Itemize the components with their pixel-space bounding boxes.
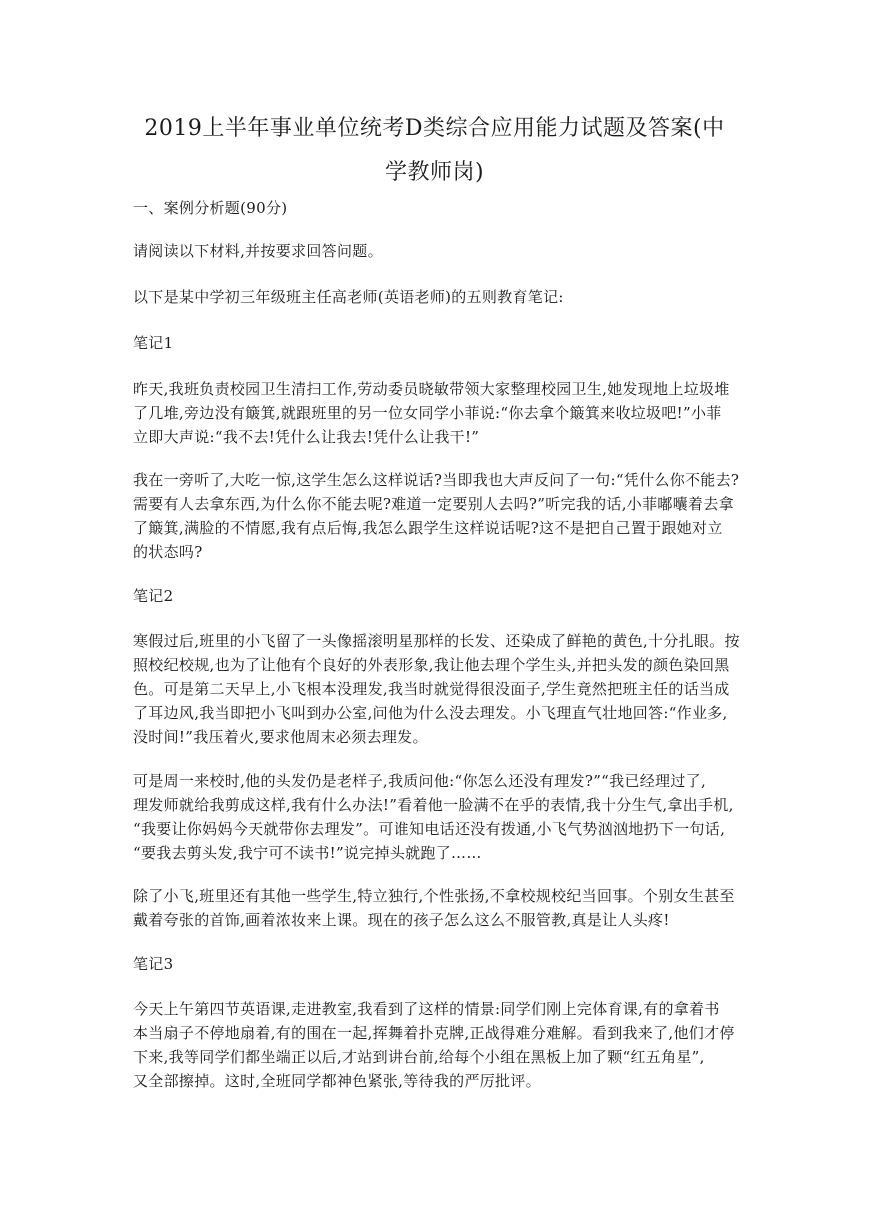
note1-para2-line: 了簸箕,满脸的不情愿,我有点后悔,我怎么跟学生这样说话呢?这不是把自己置于跟她对立: [133, 519, 723, 537]
note2-para1-line: 没时间!”我压着火,要求他周末必须去理发。: [133, 728, 428, 746]
note2-para1-line: 照校纪校规,也为了让他有个良好的外表形象,我让他去理个学生头,并把头发的颜色染回黑: [133, 656, 730, 674]
note2-para1-line: 了耳边风,我当即把小飞叫到办公室,问他为什么没去理发。小飞理直气壮地回答:“作业多,: [133, 704, 728, 722]
note3-para1-line: 今天上午第四节英语课,走进教室,我看到了这样的情景:同学们刚上完体育课,有的拿着书: [133, 1000, 720, 1018]
note2-para1-line: 色。可是第二天早上,小飞根本没理发,我当时就觉得很没面子,学生竟然把班主任的话当成: [133, 680, 730, 698]
section-heading: 一、案例分析题(90分): [133, 199, 288, 217]
note2-para2-line: 理发师就给我剪成这样,我有什么办法!”看着他一脸满不在乎的表情,我十分生气,拿出手机,: [133, 796, 734, 814]
note3-para1-line: 本当扇子不停地扇着,有的围在一起,挥舞着扑克牌,正战得难分难解。看到我来了,他们才停: [133, 1024, 735, 1042]
note2-para3-line: 除了小飞,班里还有其他一些学生,特立独行,个性张扬,不拿校规校纪当回事。个别女生甚至: [133, 887, 735, 905]
note2-para2-line: “我要让你妈妈今天就带你去理发”。可谁知电话还没有拨通,小飞气势汹汹地扔下一句话,: [133, 820, 726, 838]
document-title-line-1: 2019上半年事业单位统考D类综合应用能力试题及答案(中: [144, 116, 725, 141]
note1-para1-line: 了几堆,旁边没有簸箕,就跟班里的另一位女同学小菲说:“你去拿个簸箕来收垃圾吧!”小菲: [133, 404, 722, 422]
note3-para1-line: 下来,我等同学们都坐端正以后,才站到讲台前,给每个小组在黑板上加了颗“红五角星”,: [133, 1048, 705, 1066]
note2-heading: 笔记2: [133, 587, 174, 605]
note2-para2-line: “要我去剪头发,我宁可不读书!”说完掉头就跑了……: [133, 844, 482, 862]
document-title-line-2: 学教师岗): [384, 160, 485, 185]
note1-heading: 笔记1: [133, 334, 174, 352]
note1-para2-line: 我在一旁听了,大吃一惊,这学生怎么这样说话?当即我也大声反问了一句:“凭什么你不能去?: [133, 471, 740, 489]
note1-para1-line: 立即大声说:“我不去!凭什么让我去!凭什么让我干!”: [133, 428, 480, 446]
intro-text: 以下是某中学初三年级班主任高老师(英语老师)的五则教育笔记:: [133, 288, 564, 306]
instruction-text: 请阅读以下材料,并按要求回答问题。: [133, 242, 383, 260]
note2-para3-line: 戴着夸张的首饰,画着浓妆来上课。现在的孩子怎么这么不服管教,真是让人头疼!: [133, 911, 670, 929]
note1-para1-line: 昨天,我班负责校园卫生清扫工作,劳动委员晓敏带领大家整理校园卫生,她发现地上垃圾堆: [133, 380, 730, 398]
note2-para2-line: 可是周一来校时,他的头发仍是老样子,我质问他:“你怎么还没有理发?”“我已经理过了,: [133, 772, 707, 790]
note3-heading: 笔记3: [133, 955, 174, 973]
note3-para1-line: 又全部擦掉。这时,全班同学都神色紧张,等待我的严厉批评。: [133, 1072, 541, 1090]
note1-para2-line: 的状态吗?: [133, 543, 203, 561]
note2-para1-line: 寒假过后,班里的小飞留了一头像摇滚明星那样的长发、还染成了鲜艳的黄色,十分扎眼。按: [133, 632, 740, 650]
note1-para2-line: 需要有人去拿东西,为什么你不能去呢?难道一定要别人去吗?”听完我的话,小菲嘟囔着去拿: [133, 495, 734, 513]
